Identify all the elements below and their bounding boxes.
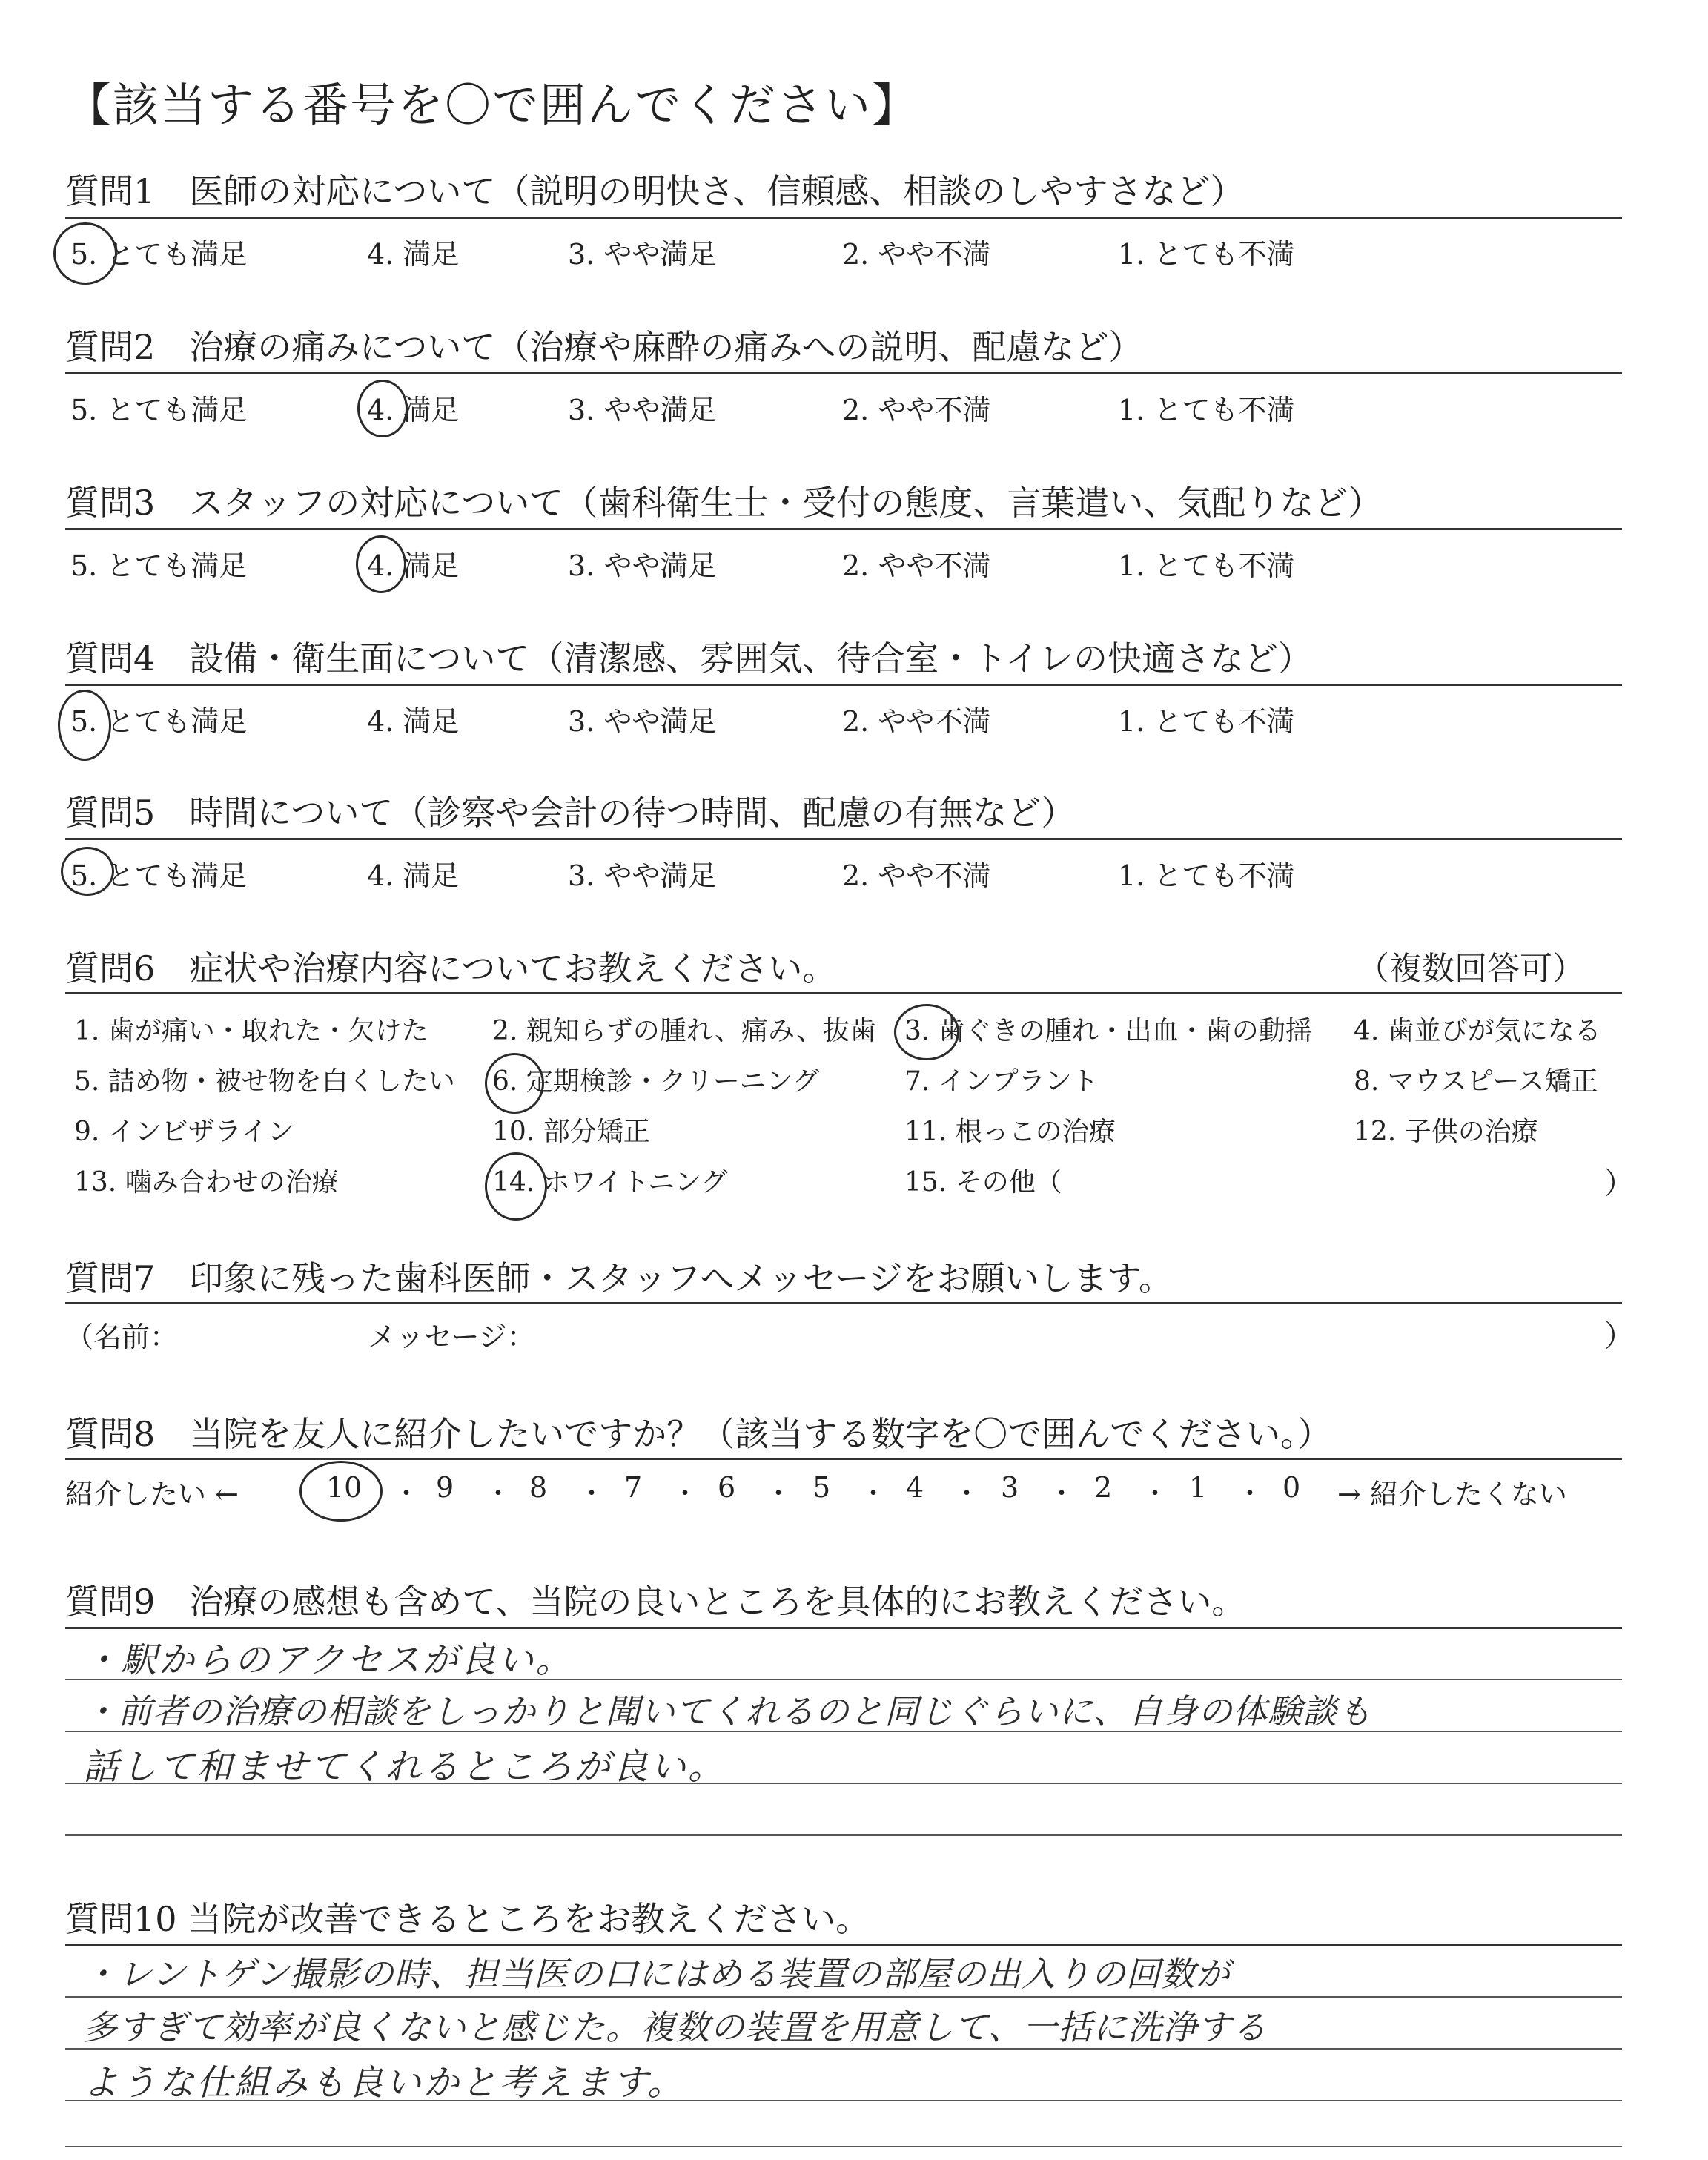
q5-option-2[interactable]: 2. やや不満 — [842, 859, 991, 892]
q4-option-4[interactable]: 4. 満足 — [367, 705, 460, 738]
q3-option-1[interactable]: 1. とても不満 — [1118, 549, 1295, 582]
q8-score-5[interactable]: 5 — [812, 1471, 831, 1504]
answer-line — [65, 1834, 1622, 1836]
q2-option-2[interactable]: 2. やや不満 — [842, 394, 991, 426]
q8-dot: ・ — [393, 1479, 420, 1509]
q8-dot: ・ — [1142, 1479, 1169, 1509]
question-1-title: 質問1 医師の対応について（説明の明快さ、信頼感、相談のしやすさなど） — [65, 171, 1245, 211]
question-3-rule — [65, 528, 1622, 530]
q6-option-5[interactable]: 5. 詰め物・被せ物を白くしたい — [74, 1066, 455, 1097]
q8-left-label: 紹介したい ← — [65, 1478, 239, 1510]
q8-score-10[interactable]: 10 — [326, 1471, 363, 1504]
question-6-rule — [65, 992, 1622, 994]
q6-other-close-paren: ） — [1604, 1166, 1634, 1200]
question-6-title: 質問6 症状や治療内容についてお教えください。 — [65, 948, 837, 988]
q10-answer-line-1: ・レントゲン撮影の時、担当医の口にはめる装置の部屋の出入りの回数が — [83, 1954, 1231, 1994]
q6-option-2[interactable]: 2. 親知らずの腫れ、痛み、抜歯 — [492, 1016, 877, 1046]
q6-option-13[interactable]: 13. 噛み合わせの治療 — [74, 1167, 339, 1198]
q6-option-9[interactable]: 9. インビザライン — [74, 1117, 294, 1147]
q8-score-0[interactable]: 0 — [1282, 1471, 1301, 1504]
q9-answer-line-3: 話して和ませてくれるところが良い。 — [83, 1746, 726, 1788]
q4-option-2[interactable]: 2. やや不満 — [842, 705, 991, 738]
q8-score-4[interactable]: 4 — [906, 1471, 924, 1504]
question-1-rule — [65, 217, 1622, 219]
q9-answer-line-2: ・前者の治療の相談をしっかりと聞いてくれるのと同じぐらいに、自身の体験談も — [83, 1691, 1372, 1731]
q5-option-5[interactable]: 5. とても満足 — [70, 859, 248, 892]
q2-option-5[interactable]: 5. とても満足 — [70, 394, 248, 426]
q6-option-14[interactable]: 14. ホワイトニング — [492, 1167, 728, 1198]
q8-dot: ・ — [1048, 1479, 1076, 1509]
q4-answer-circle — [58, 690, 111, 761]
q8-dot: ・ — [860, 1479, 887, 1509]
answer-line — [65, 2146, 1622, 2147]
question-7-rule — [65, 1302, 1622, 1304]
question-9-rule — [65, 1627, 1622, 1629]
question-2-title: 質問2 治療の痛みについて（治療や麻酔の痛みへの説明、配慮など） — [65, 327, 1143, 367]
q6-answer-circle-14 — [485, 1152, 547, 1221]
q4-option-1[interactable]: 1. とても不満 — [1118, 705, 1295, 738]
q5-answer-circle — [61, 847, 114, 896]
q7-name-label: （名前： — [65, 1321, 179, 1353]
q2-option-4[interactable]: 4. 満足 — [367, 394, 460, 426]
q1-option-5[interactable]: 5. とても満足 — [70, 238, 248, 271]
q8-dot: ・ — [765, 1479, 792, 1509]
instruction-header: 【該当する番号を〇で囲んでください】 — [65, 78, 920, 132]
q8-score-2[interactable]: 2 — [1094, 1471, 1113, 1504]
question-7-title: 質問7 印象に残った歯科医師・スタッフへメッセージをお願いします。 — [65, 1258, 1173, 1298]
q6-option-8[interactable]: 8. マウスピース矯正 — [1354, 1066, 1598, 1097]
q7-message-label: メッセージ： — [368, 1321, 535, 1353]
question-8-rule — [65, 1458, 1622, 1460]
q3-option-3[interactable]: 3. やや満足 — [568, 549, 717, 582]
q6-option-4[interactable]: 4. 歯並びが気になる — [1354, 1016, 1601, 1046]
q3-option-4[interactable]: 4. 満足 — [367, 549, 460, 582]
q3-option-2[interactable]: 2. やや不満 — [842, 549, 991, 582]
q7-close-paren: ） — [1604, 1319, 1634, 1353]
q8-score-3[interactable]: 3 — [1001, 1471, 1019, 1504]
q8-dot: ・ — [485, 1479, 512, 1509]
q1-option-4[interactable]: 4. 満足 — [367, 238, 460, 271]
q1-answer-circle — [53, 222, 117, 285]
q8-dot: ・ — [953, 1479, 981, 1509]
question-3-title: 質問3 スタッフの対応について（歯科衛生士・受付の態度、言葉遣い、気配りなど） — [65, 483, 1383, 523]
q9-answer-line-1: ・駅からのアクセスが良い。 — [83, 1639, 574, 1681]
q8-answer-circle — [299, 1461, 383, 1522]
q8-score-1[interactable]: 1 — [1189, 1471, 1208, 1504]
q10-answer-line-3: ような仕組みも良いかと考えます。 — [83, 2062, 686, 2104]
q6-option-6[interactable]: 6. 定期検診・クリーニング — [492, 1066, 820, 1097]
q2-option-3[interactable]: 3. やや満足 — [568, 394, 717, 426]
q6-option-15[interactable]: 15. その他（ — [904, 1167, 1062, 1198]
question-5-title: 質問5 時間について（診察や会計の待つ時間、配慮の有無など） — [65, 793, 1076, 833]
question-8-title: 質問8 当院を友人に紹介したいですか？（該当する数字を〇で囲んでください。） — [65, 1414, 1332, 1454]
q6-option-3[interactable]: 3. 歯ぐきの腫れ・出血・歯の動揺 — [904, 1016, 1312, 1046]
q8-score-6[interactable]: 6 — [718, 1471, 736, 1504]
q10-answer-line-2: 多すぎて効率が良くないと感じた。複数の装置を用意して、一括に洗浄する — [83, 2007, 1268, 2047]
answer-line — [65, 1996, 1622, 1998]
q2-answer-circle — [357, 380, 408, 437]
question-6-note: （複数回答可） — [1357, 950, 1585, 988]
q8-dot: ・ — [578, 1479, 606, 1509]
question-9-title: 質問9 治療の感想も含めて、当院の良いところを具体的にお教えください。 — [65, 1582, 1246, 1622]
q5-option-4[interactable]: 4. 満足 — [367, 859, 460, 892]
q1-option-1[interactable]: 1. とても不満 — [1118, 238, 1295, 271]
question-5-rule — [65, 838, 1622, 840]
q8-score-7[interactable]: 7 — [624, 1471, 643, 1504]
question-10-rule — [65, 1944, 1622, 1946]
q6-answer-circle-6 — [485, 1053, 544, 1114]
q6-option-12[interactable]: 12. 子供の治療 — [1354, 1117, 1538, 1147]
q3-answer-circle — [356, 535, 406, 593]
q6-option-10[interactable]: 10. 部分矯正 — [492, 1117, 650, 1147]
q5-option-3[interactable]: 3. やや満足 — [568, 859, 717, 892]
q6-option-7[interactable]: 7. インプラント — [904, 1066, 1099, 1097]
q1-option-2[interactable]: 2. やや不満 — [842, 238, 991, 271]
question-2-rule — [65, 372, 1622, 374]
q8-dot: ・ — [1237, 1479, 1264, 1509]
q8-score-9[interactable]: 9 — [436, 1471, 454, 1504]
q6-option-1[interactable]: 1. 歯が痛い・取れた・欠けた — [74, 1016, 428, 1046]
question-4-rule — [65, 684, 1622, 686]
q5-option-1[interactable]: 1. とても不満 — [1118, 859, 1295, 892]
q3-option-5[interactable]: 5. とても満足 — [70, 549, 248, 582]
q6-answer-circle-3 — [894, 1004, 959, 1060]
q8-right-label: → 紹介したくない — [1337, 1478, 1567, 1510]
question-10-title: 質問10 当院が改善できるところをお教えください。 — [65, 1899, 870, 1939]
q4-option-3[interactable]: 3. やや満足 — [568, 705, 717, 738]
q6-option-11[interactable]: 11. 根っこの治療 — [904, 1117, 1116, 1147]
q1-option-3[interactable]: 3. やや満足 — [568, 238, 717, 271]
q8-score-8[interactable]: 8 — [529, 1471, 548, 1504]
q8-dot: ・ — [672, 1479, 699, 1509]
question-4-title: 質問4 設備・衛生面について（清潔感、雰囲気、待合室・トイレの快適さなど） — [65, 638, 1313, 678]
q4-option-5[interactable]: 5. とても満足 — [70, 705, 248, 738]
q2-option-1[interactable]: 1. とても不満 — [1118, 394, 1295, 426]
